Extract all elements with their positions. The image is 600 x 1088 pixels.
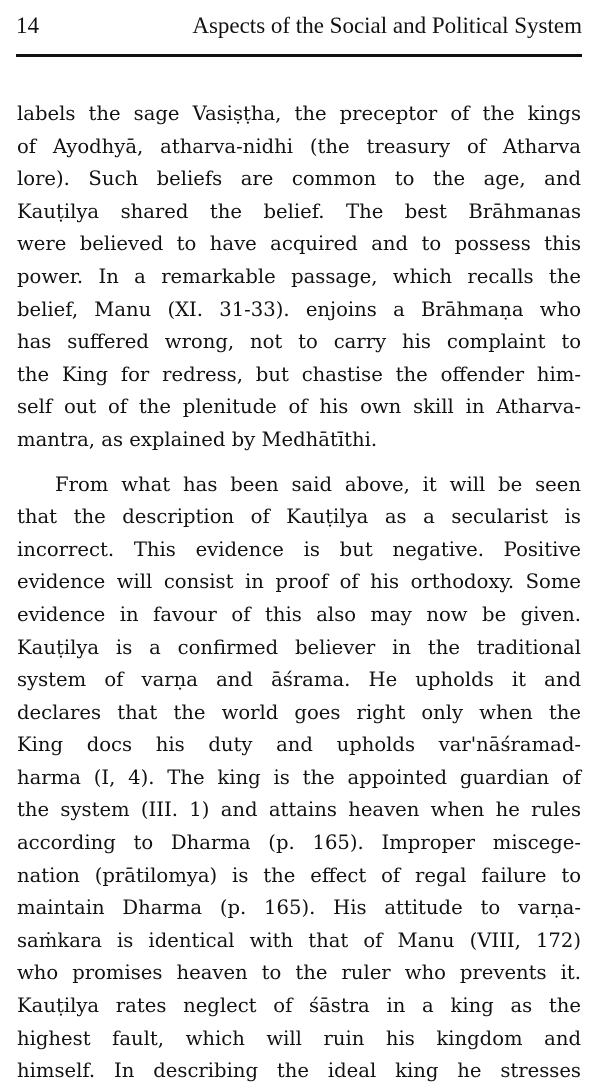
text-line: were believed to have acquired and to possess this — [17, 232, 581, 256]
text-line: evidence will consist in proof of his orthodoxy. Some — [17, 570, 581, 594]
text-line: highest fault, which will ruin his kingdom and — [17, 1026, 581, 1050]
text-line: maintain Dharma (p. 165). His attitude to varṇa- — [17, 896, 581, 920]
text-line: the system (III. 1) and attains heaven when he rules — [17, 798, 581, 822]
text-line: self out of the plenitude of his own skill in Atharva- — [17, 395, 581, 419]
text-line: saṁkara is identical with that of Manu (VIII, 172) — [17, 928, 581, 952]
text-line: that the description of Kauṭilya as a secularist is — [17, 505, 581, 529]
text-line: King docs his duty and upholds var'nāśramad- — [17, 733, 581, 757]
text-line: who promises heaven to the ruler who prevents it. — [17, 961, 581, 985]
text-line: system of varṇa and āśrama. He upholds it and — [17, 668, 581, 692]
text-line: labels the sage Vasiṣṭha, the preceptor of the kings — [17, 102, 581, 125]
text-line: From what has been said above, it will be seen — [55, 472, 581, 496]
page-header — [16, 9, 582, 43]
text-line: the King for redress, but chastise the offender him- — [17, 362, 581, 386]
text-line: Kauṭilya is a confirmed believer in the traditional — [17, 635, 581, 659]
body-text — [17, 98, 581, 1088]
running-head: Aspects of the Social and Political System — [192, 13, 582, 38]
text-line: of Ayodhyā, atharva-nidhi (the treasury of Atharva — [17, 134, 581, 158]
text-line: mantra, as explained by Medhātīthi. — [17, 427, 378, 451]
text-line: declares that the world goes right only when the — [17, 700, 581, 724]
text-line: Kauṭilya shared the belief. The best Brāhmanas — [17, 199, 581, 223]
page-number: 14 — [16, 13, 39, 38]
text-line: harma (I, 4). The king is the appointed guardian of — [17, 765, 581, 789]
text-line: belief, Manu (XI. 31-33). enjoins a Brāhmaṇa who — [17, 297, 581, 321]
header-rule — [16, 54, 582, 57]
paragraph-spacer — [17, 457, 581, 469]
text-line: incorrect. This evidence is but negative. Positive — [17, 537, 581, 561]
text-line: evidence in favour of this also may now be given. — [17, 602, 581, 626]
text-line: himself. In describing the ideal king he stresses — [17, 1059, 581, 1083]
text-line: power. In a remarkable passage, which recalls the — [17, 264, 581, 288]
text-line: according to Dharma (p. 165). Improper miscege- — [17, 831, 581, 855]
text-line: nation (prātilomya) is the effect of regal failure to — [17, 863, 581, 887]
text-line: has suffered wrong, not to carry his complaint to — [17, 330, 581, 354]
text-line: Kauṭilya rates neglect of śāstra in a king as the — [17, 994, 581, 1018]
text-line: lore). Such beliefs are common to the age, and — [17, 167, 581, 191]
paragraph-1 — [17, 98, 581, 457]
paragraph-2 — [17, 469, 581, 1088]
